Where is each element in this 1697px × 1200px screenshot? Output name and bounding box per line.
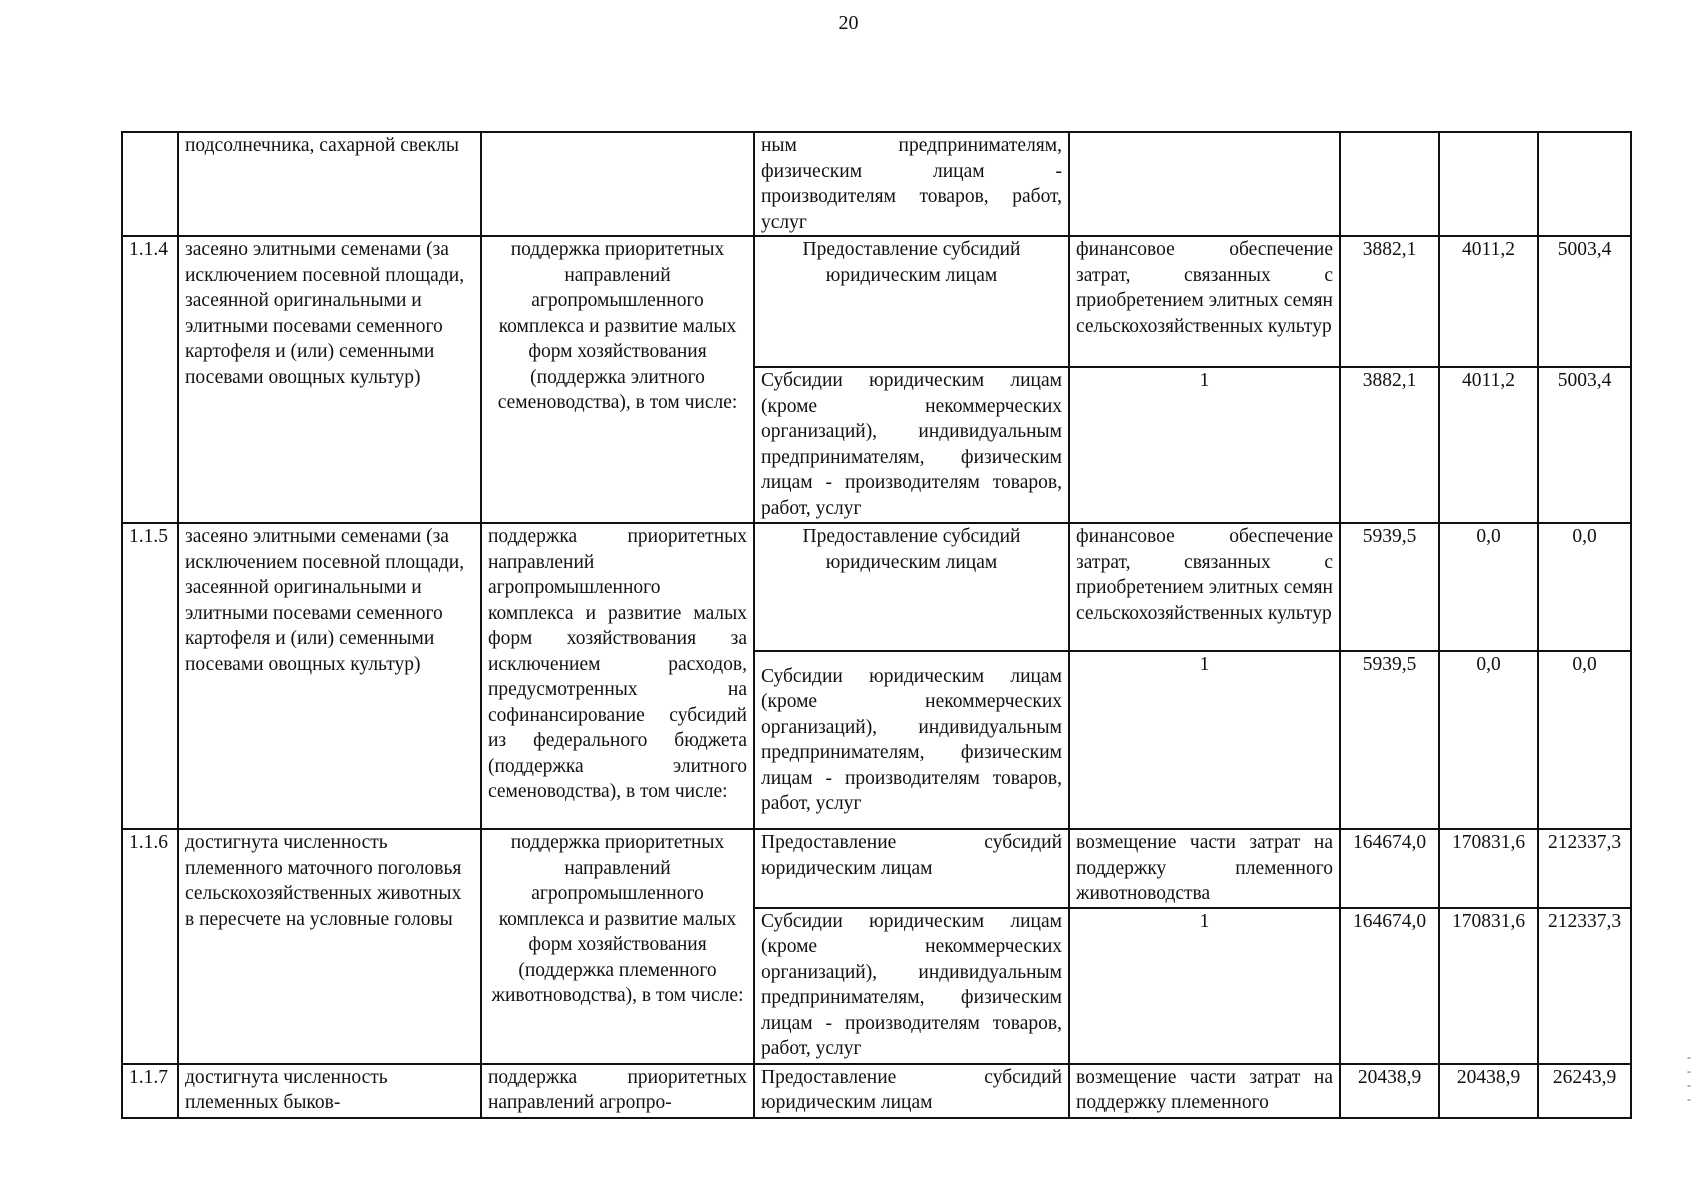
cell-result: подсолнечника, сахарной свеклы bbox=[178, 132, 481, 236]
cell-num: 1.1.4 bbox=[122, 236, 178, 523]
table-row-1-1-7 bbox=[122, 1064, 1631, 1118]
cell-value-3: 0,0 bbox=[1538, 523, 1631, 651]
cell-value-1: 164674,0 bbox=[1340, 829, 1439, 908]
cell-value-3: 5003,4 bbox=[1538, 236, 1631, 367]
cell-purpose: 1 bbox=[1069, 651, 1340, 829]
cell-subsidy-type: Субсидии юридическим лицам (кроме некоммерческих организаций), индивидуальным предпринимателям, физическим лицам - производителям товаров, работ, услуг bbox=[754, 651, 1069, 829]
cell-purpose: финансовое обеспечение затрат, связанных с приобретением элитных семян сельскохозяйственных культур bbox=[1069, 523, 1340, 651]
cell-value-1: 5939,5 bbox=[1340, 523, 1439, 651]
cell-value-1: 3882,1 bbox=[1340, 367, 1439, 523]
table-row-1-1-6 bbox=[122, 829, 1631, 908]
cell-subsidy-type: Предоставление субсидий юридическим лицам bbox=[754, 1064, 1069, 1118]
cell-subsidy-type: Субсидии юридическим лицам (кроме некоммерческих организаций), индивидуальным предпринимателям, физическим лицам - производителям товаров, работ, услуг bbox=[754, 367, 1069, 523]
cell-subsidy-type: Предоставление субсидий юридическим лицам bbox=[754, 236, 1069, 367]
cell-num bbox=[122, 132, 178, 236]
cell-purpose: 1 bbox=[1069, 367, 1340, 523]
cell-result: достигнута численность племенных быков- bbox=[178, 1064, 481, 1118]
cell-measure: поддержка приоритетных направлений агропромышленного комплекса и развитие малых форм хозяйствования за исключением расходов, предусмотренных на софинансирование субсидий из федерального бюджета (поддержка элитного семеноводства), в том числе: bbox=[481, 523, 754, 829]
cell-value-2: 0,0 bbox=[1439, 651, 1538, 829]
table-row-continuation bbox=[122, 132, 1631, 236]
cell-value-2: 0,0 bbox=[1439, 523, 1538, 651]
cell-measure: поддержка приоритетных направлений агропромышленного комплекса и развитие малых форм хозяйствования (поддержка элитного семеноводства), в том числе: bbox=[481, 236, 754, 523]
cell-subsidy-type: Предоставление субсидий юридическим лицам bbox=[754, 523, 1069, 651]
cell-result: достигнута численность племенного маточного поголовья сельскохозяйственных животных в пересчете на условные головы bbox=[178, 829, 481, 1064]
cell-value-1: 3882,1 bbox=[1340, 236, 1439, 367]
cell-value-3: 26243,9 bbox=[1538, 1064, 1631, 1118]
cell-result: засеяно элитными семенами (за исключением посевной площади, засеянной оригинальными и элитными посевами семенного картофеля и (или) семенными посевами овощных культур) bbox=[178, 523, 481, 829]
page-number: 20 bbox=[838, 12, 859, 34]
cell-num: 1.1.6 bbox=[122, 829, 178, 1064]
cell-purpose: 1 bbox=[1069, 908, 1340, 1064]
cell-subsidy-type: Предоставление субсидий юридическим лицам bbox=[754, 829, 1069, 908]
subsidy-table bbox=[121, 131, 1632, 1119]
cell-value-1: 164674,0 bbox=[1340, 908, 1439, 1064]
cell-value-2: 4011,2 bbox=[1439, 236, 1538, 367]
table-row-1-1-4 bbox=[122, 236, 1631, 367]
cell-purpose: финансовое обеспечение затрат, связанных с приобретением элитных семян сельскохозяйственных культур bbox=[1069, 236, 1340, 367]
scan-edge-marks: - - - - bbox=[1687, 1050, 1691, 1106]
cell-subsidy-type: ным предпринимателям, физическим лицам - производителям товаров, работ, услуг bbox=[754, 132, 1069, 236]
cell-purpose: возмещение части затрат на поддержку племенного bbox=[1069, 1064, 1340, 1118]
cell-value-1: 5939,5 bbox=[1340, 651, 1439, 829]
cell-value-3: 5003,4 bbox=[1538, 367, 1631, 523]
cell-value-1: 20438,9 bbox=[1340, 1064, 1439, 1118]
cell-purpose: возмещение части затрат на поддержку племенного животноводства bbox=[1069, 829, 1340, 908]
cell-purpose bbox=[1069, 132, 1340, 236]
cell-value-2: 170831,6 bbox=[1439, 829, 1538, 908]
cell-measure: поддержка приоритетных направлений агропромышленного комплекса и развитие малых форм хозяйствования (поддержка племенного животноводства), в том числе: bbox=[481, 829, 754, 1064]
cell-value-3: 212337,3 bbox=[1538, 829, 1631, 908]
cell-value-2 bbox=[1439, 132, 1538, 236]
cell-value-1 bbox=[1340, 132, 1439, 236]
cell-subsidy-type: Субсидии юридическим лицам (кроме некоммерческих организаций), индивидуальным предпринимателям, физическим лицам - производителям товаров, работ, услуг bbox=[754, 908, 1069, 1064]
cell-value-3: 212337,3 bbox=[1538, 908, 1631, 1064]
cell-num: 1.1.5 bbox=[122, 523, 178, 829]
cell-value-3 bbox=[1538, 132, 1631, 236]
table-row-1-1-5 bbox=[122, 523, 1631, 651]
cell-value-2: 4011,2 bbox=[1439, 367, 1538, 523]
cell-result: засеяно элитными семенами (за исключением посевной площади, засеянной оригинальными и элитными посевами семенного картофеля и (или) семенными посевами овощных культур) bbox=[178, 236, 481, 523]
cell-value-3: 0,0 bbox=[1538, 651, 1631, 829]
cell-value-2: 20438,9 bbox=[1439, 1064, 1538, 1118]
cell-value-2: 170831,6 bbox=[1439, 908, 1538, 1064]
cell-measure bbox=[481, 132, 754, 236]
cell-measure: поддержка приоритетных направлений агропро- bbox=[481, 1064, 754, 1118]
cell-num: 1.1.7 bbox=[122, 1064, 178, 1118]
